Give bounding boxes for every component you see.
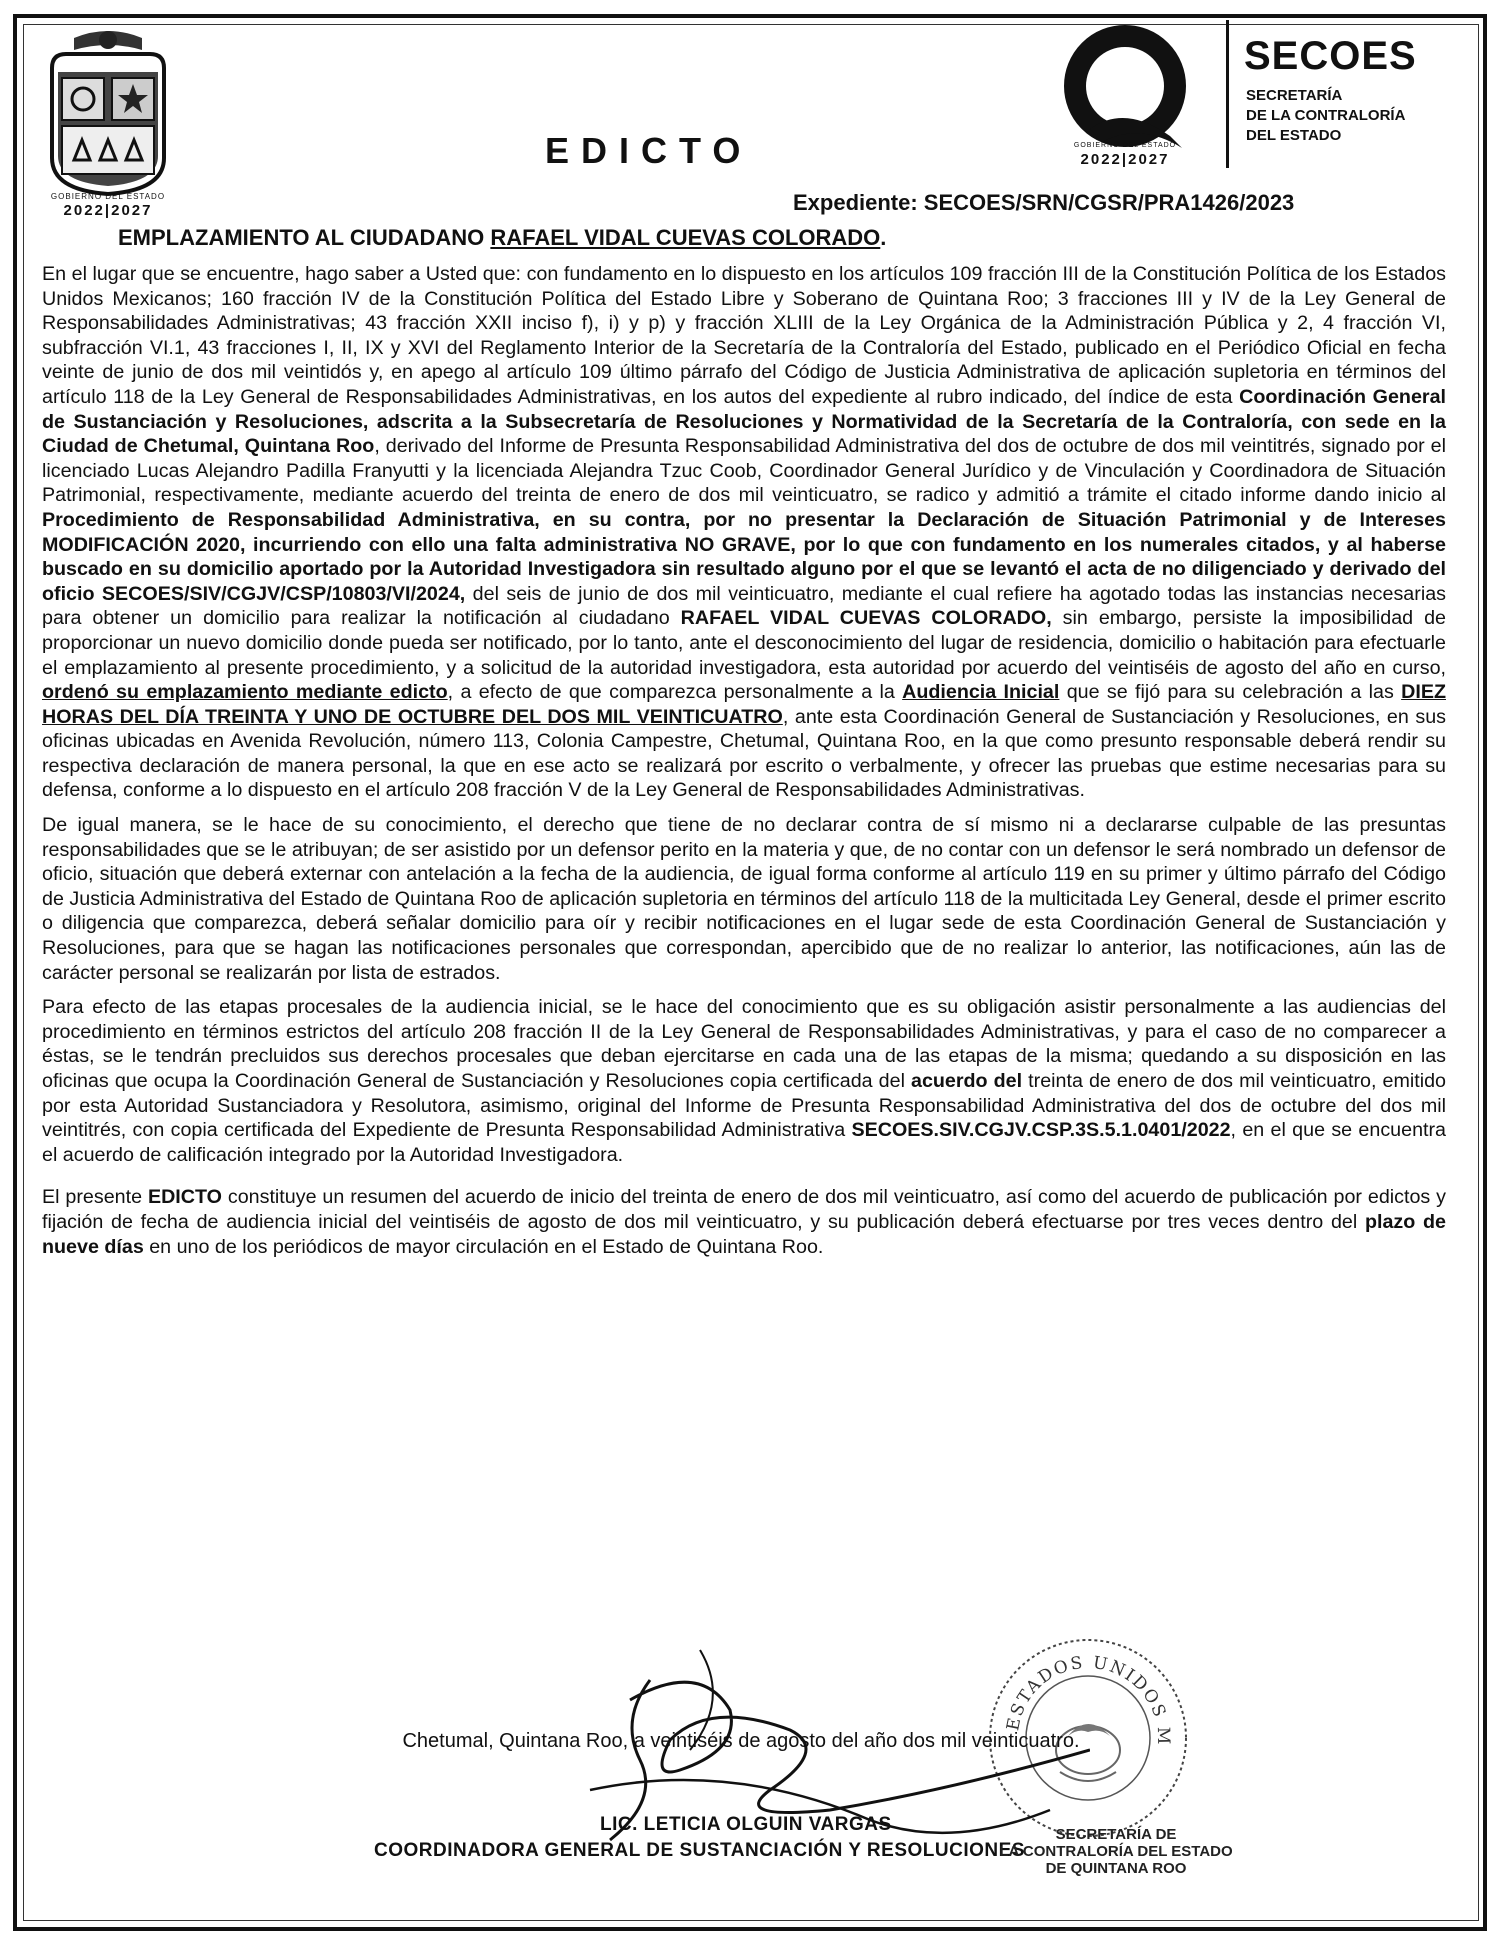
p3-text-a: Para efecto de las etapas procesales de la audiencia inicial, se le hace del conocimiento que es su obligación asistir personalmente a las audiencias del procedimiento en términos estrictos del artículo 208 fracción II de la Ley General de Responsabilidades Administrativas, y para el caso de no comparecer a éstas, se le tendrán precluidos sus derechos procesales que deban ejercitarse en cada una de las etapas de la misma; quedando a su disposición en las oficinas que ocupa la Coordinación General de Sustanciación y Resoluciones copia certificada del	[42, 996, 1446, 1092]
signer-name: LIC. LETICIA OLGUIN VARGAS	[600, 1814, 892, 1835]
right-logo-caption: GOBIERNO DEL ESTADO	[1073, 142, 1177, 149]
paragraph-1	[42, 262, 1446, 803]
p4-text-d: plazo de nueve días	[42, 1210, 1447, 1258]
seal-ring-text: ESTADOS UNIDOS M	[1003, 1652, 1174, 1747]
p3-text-e: , en el que se encuentra el acuerdo de calificación integrado por la Autoridad Investigadora.	[42, 1119, 1446, 1166]
p3-text-c: treinta de enero de dos mil veinticuatro, emitido por esta Autoridad Sustanciadora y Resolutora, asimismo, original del Informe de Presunta Responsabilidad Administrativa del dos de octubre del dos mil veintitrés, con copia certificada del Expediente de Presunta Responsabilidad Administrativa	[42, 1070, 1446, 1142]
p4-text-c: constituye un resumen del acuerdo de inicio del treinta de enero de dos mil veinticuatro, así como del acuerdo de publicación por edictos y fijación de fecha de audiencia inicial del veintiséis de agosto de dos mil veinticuatro, y su publicación deberá efectuarse por tres veces dentro del	[42, 1186, 1446, 1233]
header-divider	[1226, 20, 1229, 168]
p1-text-l: DIEZ HORAS DEL DÍA TREINTA Y UNO DE OCTUBRE DEL DOS MIL VEINTICUATRO	[42, 681, 1446, 728]
p1-text-h: ordenó su emplazamiento mediante edicto	[42, 681, 448, 704]
paragraph-2: De igual manera, se le hace de su conocimiento, el derecho que tiene de no declarar contra de sí mismo ni a declararse culpable de las presuntas responsabilidades que se le atribuyan; de ser asistido por un defensor perito en la materia y que, de no contar con un defensor le será nombrado un defensor de oficio, situación que deberá externar con antelación a la fecha de la audiencia, de igual forma conforme al artículo 119 en su primer y último párrafo del Código de Justicia Administrativa del Estado de Quintana Roo de aplicación supletoria en términos del artículo 118 de la multicitada Ley General, desde el primer escrito o diligencia que comparezca, deberá señalar domicilio para oír y recibir notificaciones en el lugar sede de esta Coordinación General de Sustanciación y Resoluciones, para que se hagan las notificaciones personales que correspondan, apercibido que de no realizar lo anterior, las notificaciones, aún las de carácter personal se realizarán por lista de estrados.	[42, 814, 1446, 984]
p1-text-d: Procedimiento de Responsabilidad Administrativa, en su contra, por no presentar la Declaración de Situación Patrimonial y de Intereses MODIFICACIÓN 2020, incurriendo con ello una falta administrativa NO GRAVE, por lo que con fundamento en los numerales citados, y al haberse buscado en su domicilio aportado por la Autoridad Investigadora sin resultado alguno por el que se levantó el acta de no diligenciado y derivado del oficio SECOES/SIV/CGJV/CSP/10803/VI/2024,	[42, 508, 1446, 605]
agency-name-line2: DE LA CONTRALORÍA	[1246, 107, 1406, 124]
p1-text-a: En el lugar que se encuentre, hago saber a Usted que: con fundamento en lo dispuesto en los artículos 109 fracción III de la Constitución Política de los Estados Unidos Mexicanos; 160 fracción IV de la Constitución Política del Estado Libre y Soberano de Quintana Roo; 3 fracciones III y IV de la Ley General de Responsabilidades Administrativas; 43 fracción XXII inciso f), i) y p) y fracción XLIII de la Ley Orgánica de la Administración Pública y 2, 4 fracción VI, subfracción VI.1, 43 fracciones I, II, IX y XVI del Reglamento Interior de la Secretaría de la Contraloría del Estado, publicado en el Periódico Oficial en fecha veinte de junio de dos mil veintidós y, en apego al artículo 109 último párrafo del Código de Justicia Administrativa de aplicación supletoria en términos del artículo 118 de la Ley General de Responsabilidades Administrativas, en los autos del expediente al rubro indicado, del índice de esta	[42, 263, 1446, 408]
emplazamiento-suffix: .	[880, 225, 887, 250]
defendant-name: RAFAEL VIDAL CUEVAS COLORADO	[490, 225, 881, 250]
closing-text: Chetumal, Quintana Roo, a veintiséis de agosto del año dos mil veinticuatro.	[402, 1730, 1080, 1752]
agency-acronym: SECOES	[1244, 34, 1417, 78]
left-logo-caption: GOBIERNO DEL ESTADO	[50, 192, 166, 201]
emplazamiento-prefix: EMPLAZAMIENTO AL CIUDADANO	[118, 225, 491, 250]
p3-text-b: acuerdo del	[911, 1070, 1023, 1092]
emplazamiento-heading	[118, 225, 886, 251]
state-coat-of-arms-logo	[44, 28, 172, 216]
expediente-number: Expediente: SECOES/SRN/CGSR/PRA1426/2023	[793, 190, 1295, 215]
right-logo-years: 2022|2027	[1080, 151, 1170, 168]
p4-text-a: El presente	[42, 1186, 148, 1209]
p1-text-i: , a efecto de que comparezca personalmente a la	[447, 681, 903, 704]
edict-body	[42, 262, 1446, 1259]
p1-text-k: que se fijó para su celebración a las	[1059, 681, 1402, 704]
p4-text-b: EDICTO	[147, 1186, 222, 1209]
document-title: EDICTO	[545, 130, 753, 171]
p1-text-b: Coordinación General de Sustanciación y Resoluciones, adscrita a la Subsecretaría de Resoluciones y Normatividad de la Secretaría de la Contraloría, con sede en la Ciudad de Chetumal, Quintana Roo	[42, 385, 1446, 458]
p4-text-e: en uno de los periódicos de mayor circulación en el Estado de Quintana Roo.	[143, 1235, 824, 1258]
paragraph-4	[42, 1185, 1446, 1259]
paragraph-3	[42, 995, 1446, 1167]
agency-name-line1: SECRETARÍA	[1246, 87, 1343, 104]
seal-label-line2: LA CONTRALORÍA DEL ESTADO	[999, 1843, 1233, 1860]
agency-name-line3: DEL ESTADO	[1246, 127, 1342, 144]
seal-label-line1: SECRETARÍA DE	[1055, 1826, 1177, 1843]
p1-text-f: RAFAEL VIDAL CUEVAS COLORADO,	[680, 607, 1052, 630]
left-logo-years: 2022|2027	[63, 202, 153, 219]
agency-name	[1246, 86, 1405, 146]
p1-text-c: , derivado del Informe de Presunta Responsabilidad Administrativa del dos de octubre de dos mil veintitrés, signado por el licenciado Lucas Alejandro Padilla Franyutti y la licenciada Alejandra Tzuc Coob, Coordinador General Jurídico y de Vinculación y Coordinadora de Situación Patrimonial, respectivamente, mediante acuerdo del treinta de enero de dos mil veinticuatro, se radico y admitió a trámite el citado informe dando inicio al	[42, 435, 1447, 507]
closing-place-date	[0, 1730, 1506, 1753]
signer-role: COORDINADORA GENERAL DE SUSTANCIACIÓN Y RESOLUCIONES	[374, 1840, 1025, 1861]
p1-text-m: , ante esta Coordinación General de Sustanciación y Resoluciones, en sus oficinas ubicadas en Avenida Revolución, número 113, Colonia Campestre, Chetumal, Quintana Roo, en la que como presunto responsable deberá rendir su respectiva declaración de manera personal, la que en ese acto se realizará por escrito o verbalmente, y ofrecer las pruebas que estime necesarias para su defensa, conforme a lo dispuesto en el artículo 208 fracción V de la Ley General de Responsabilidades Administrativas.	[42, 705, 1447, 802]
seal-label	[996, 1826, 1236, 1877]
p1-text-g: sin embargo, persiste la imposibilidad de proporcionar un nuevo domicilio donde pueda ser notificado, por lo tanto, ante el desconocimiento del lugar de residencia, domicilio o habitación para efectuarle el emplazamiento al presente procedimiento, y a solicitud de la autoridad investigadora, esta autoridad por acuerdo del veintiséis de agosto del año en curso,	[42, 607, 1446, 679]
quintana-roo-q-logo	[1050, 24, 1200, 154]
seal-label-line3: DE QUINTANA ROO	[1045, 1860, 1187, 1877]
p3-text-d: SECOES.SIV.CGJV.CSP.3S.5.1.0401/2022	[851, 1119, 1231, 1142]
p1-text-e: del seis de junio de dos mil veinticuatro, mediante el cual refiere ha agotado todas las instancias necesarias para obtener un domicilio para realizar la notificación al ciudadano	[42, 582, 1446, 630]
p1-text-j: Audiencia Inicial	[902, 681, 1060, 704]
